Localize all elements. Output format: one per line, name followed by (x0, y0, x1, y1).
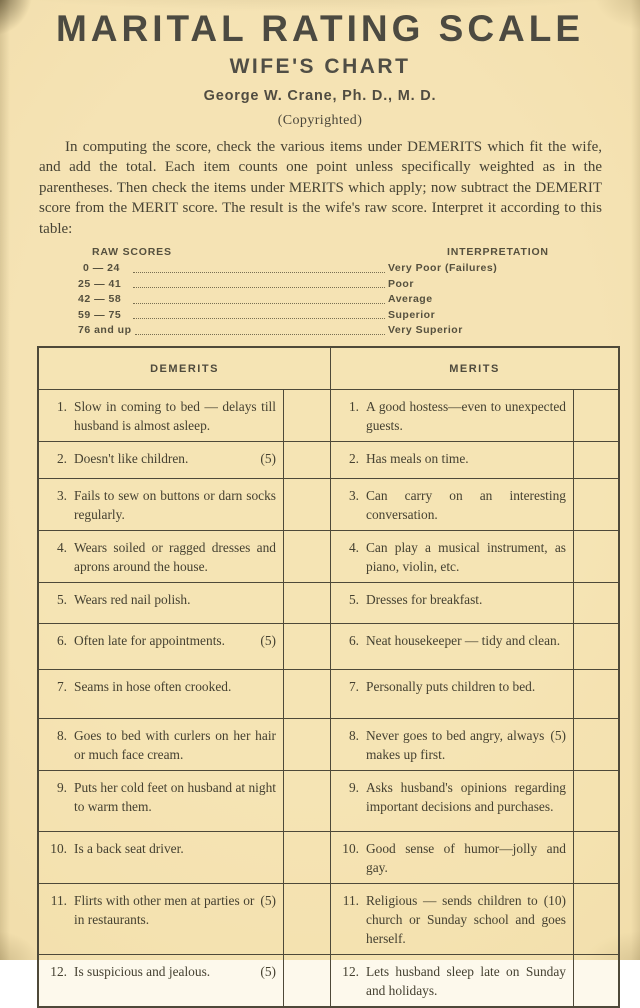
item-number: 2. (56, 450, 67, 466)
demerit-item-body: Wears red nail polish. (74, 591, 191, 607)
demerit-item-body: Puts her cold feet on husband at night to warm them. (74, 779, 276, 814)
rating-table-row (39, 831, 618, 883)
merit-score-box (573, 771, 618, 831)
score-row (78, 308, 500, 324)
demerit-item-text (74, 778, 276, 816)
merit-item-text (366, 962, 566, 1000)
item-number: 11. (50, 892, 67, 908)
item-number: 8. (348, 727, 359, 743)
point-value: (10) (543, 892, 566, 908)
merit-item-body: Religious — sends children to church or Sunday school and goes herself. (366, 892, 566, 946)
rating-table (37, 346, 620, 1008)
score-range: 25 — 41 (78, 277, 122, 290)
score-rows (0, 261, 640, 339)
item-number: 1. (56, 398, 67, 414)
demerit-item-text (74, 590, 276, 609)
demerit-item-body: Slow in coming to bed — delays till husband is almost asleep. (74, 398, 276, 433)
rating-table-row (39, 478, 618, 530)
demerit-item-cell (39, 390, 283, 441)
demerit-item-body: Wears soiled or ragged dresses and aprons around the house. (74, 539, 276, 574)
demerit-item-text (74, 397, 276, 435)
demerit-item-body: Doesn't like children. (74, 450, 189, 466)
item-number: 4. (56, 539, 67, 555)
demerit-score-box (283, 531, 330, 582)
merit-score-box (573, 624, 618, 669)
merit-score-box (573, 884, 618, 954)
score-row (78, 261, 500, 277)
demerit-score-box (283, 955, 330, 1006)
demerit-item-text (74, 538, 276, 576)
merit-item-cell (330, 624, 573, 669)
demerit-score-box (283, 832, 330, 883)
merit-score-box (573, 583, 618, 623)
dot-leader (133, 318, 385, 319)
point-value: (5) (260, 892, 276, 908)
point-value: (5) (260, 450, 276, 466)
rating-table-row (39, 718, 618, 770)
item-number: 9. (348, 779, 359, 795)
page-subtitle: WIFE'S CHART (229, 55, 411, 78)
demerit-item-cell (39, 442, 283, 478)
item-number: 11. (342, 892, 359, 908)
rating-table-row (39, 770, 618, 831)
merit-item-body: Has meals on time. (366, 450, 469, 466)
raw-scores-header: RAW SCORES (92, 246, 172, 258)
merit-item-cell (330, 771, 573, 831)
merit-item-text (366, 839, 566, 877)
intro-paragraph: In computing the score, check the various items under DEMERITS which fit the wife, and add the total. Each item counts one point unless specifically weighted as in the parentheses. Then check the items under MERITS which apply; now subtract the DEMERIT score from the MERIT score. The result is the wife's raw score. Interpret it according to this table: (39, 138, 602, 237)
demerits-column-header: DEMERITS (150, 362, 219, 375)
demerit-item-text (74, 839, 276, 858)
rating-table-header-row (39, 348, 618, 390)
merit-item-text (366, 397, 566, 435)
point-value: (5) (550, 727, 566, 743)
score-row (78, 292, 500, 308)
dot-leader (133, 287, 385, 288)
point-value: (5) (260, 632, 276, 648)
point-value: (5) (260, 963, 276, 979)
score-interpretation: Very Poor (Failures) (388, 262, 498, 274)
author-line: George W. Crane, Ph. D., M. D. (203, 88, 437, 104)
merit-item-text (366, 891, 566, 948)
demerit-item-cell (39, 479, 283, 530)
merit-score-box (573, 479, 618, 530)
merit-item-text (366, 486, 566, 524)
score-interpretation-block (0, 244, 640, 339)
score-range: 0 — 24 (83, 262, 120, 274)
merit-score-box (573, 531, 618, 582)
rating-table-row (39, 883, 618, 954)
demerit-item-cell (39, 884, 283, 954)
merit-item-body: A good hostess—even to unexpected guests. (366, 398, 566, 433)
item-number: 5. (348, 591, 359, 607)
merit-score-box (573, 719, 618, 770)
demerit-score-box (283, 670, 330, 718)
demerit-item-body: Flirts with other men at parties or in restaurants. (74, 892, 255, 927)
rating-table-row (39, 441, 618, 478)
demerit-item-body: Is a back seat driver. (74, 840, 184, 856)
rating-table-row (39, 582, 618, 623)
merit-item-cell (330, 832, 573, 883)
merit-score-box (573, 442, 618, 478)
merit-item-text (366, 538, 566, 576)
demerit-item-text (74, 962, 276, 981)
merit-score-box (573, 390, 618, 441)
merit-item-cell (330, 390, 573, 441)
demerit-item-text (74, 891, 276, 929)
item-number: 3. (56, 487, 67, 503)
demerit-item-text (74, 631, 276, 650)
item-number: 7. (56, 678, 67, 694)
dot-leader (135, 334, 385, 335)
demerit-score-box (283, 442, 330, 478)
demerit-item-cell (39, 670, 283, 718)
merit-item-text (366, 631, 566, 650)
merit-item-cell (330, 479, 573, 530)
item-number: 8. (56, 727, 67, 743)
demerit-item-body: Often late for appointments. (74, 632, 225, 648)
merit-score-box (573, 955, 618, 1006)
merit-score-box (573, 832, 618, 883)
rating-table-row (39, 954, 618, 1006)
rating-table-body (39, 390, 618, 1006)
merit-item-body: Never goes to bed angry, always makes up first. (366, 727, 545, 762)
score-interpretation: Superior (388, 308, 436, 321)
merit-item-text (366, 590, 566, 609)
rating-table-row (39, 669, 618, 718)
merit-item-text (366, 449, 566, 468)
score-table-headers (0, 244, 640, 261)
demerit-score-box (283, 771, 330, 831)
merits-column-header: MERITS (330, 348, 618, 389)
item-number: 7. (348, 678, 359, 694)
demerit-score-box (283, 719, 330, 770)
item-number: 4. (348, 539, 359, 555)
demerit-score-box (283, 479, 330, 530)
demerit-score-box (283, 583, 330, 623)
demerit-item-body: Fails to sew on buttons or darn socks regularly. (74, 487, 276, 522)
demerit-item-text (74, 449, 276, 468)
merit-item-body: Can carry on an interesting conversation. (366, 487, 566, 522)
merit-item-body: Personally puts children to bed. (366, 678, 536, 694)
merit-item-text (366, 778, 566, 816)
score-interpretation: Very Superior (388, 324, 463, 337)
rating-table-row (39, 623, 618, 669)
item-number: 6. (56, 632, 67, 648)
merit-item-body: Asks husband's opinions regarding important decisions and purchases. (366, 779, 566, 814)
merit-item-cell (330, 442, 573, 478)
merit-item-cell (330, 955, 573, 1006)
copyright-line: (Copyrighted) (277, 112, 363, 128)
item-number: 2. (348, 450, 359, 466)
item-number: 12. (50, 963, 67, 979)
demerit-item-body: Is suspicious and jealous. (74, 963, 211, 979)
rating-table-row (39, 390, 618, 441)
score-interpretation: Poor (388, 277, 414, 290)
demerit-item-text (74, 677, 276, 696)
demerit-item-text (74, 726, 276, 764)
merit-item-body: Can play a musical instrument, as piano, violin, etc. (366, 539, 566, 574)
item-number: 3. (348, 487, 359, 503)
merit-item-body: Neat housekeeper — tidy and clean. (366, 632, 561, 648)
merit-item-text (366, 726, 566, 764)
merit-item-cell (330, 670, 573, 718)
merit-item-text (366, 677, 566, 696)
score-row (78, 323, 500, 339)
demerit-item-body: Goes to bed with curlers on her hair or much face cream. (74, 727, 276, 762)
merit-score-box (573, 670, 618, 718)
merit-item-cell (330, 884, 573, 954)
merit-item-body: Good sense of humor—jolly and gay. (366, 840, 566, 875)
item-number: 9. (56, 779, 67, 795)
score-range: 76 and up (78, 324, 132, 337)
item-number: 1. (348, 398, 359, 414)
demerit-item-cell (39, 583, 283, 623)
demerit-item-cell (39, 531, 283, 582)
merit-item-cell (330, 719, 573, 770)
interpretation-header: INTERPRETATION (447, 246, 549, 258)
demerit-item-body: Seams in hose often crooked. (74, 678, 232, 694)
merit-item-cell (330, 583, 573, 623)
demerit-score-box (283, 390, 330, 441)
demerit-item-cell (39, 624, 283, 669)
item-number: 5. (56, 591, 67, 607)
demerit-item-text (74, 486, 276, 524)
item-number: 12. (342, 963, 359, 979)
score-range: 42 — 58 (78, 293, 122, 306)
score-range: 59 — 75 (78, 308, 122, 321)
item-number: 10. (50, 840, 67, 856)
demerit-item-cell (39, 771, 283, 831)
score-row (78, 277, 500, 293)
demerit-score-box (283, 884, 330, 954)
merit-item-body: Dresses for breakfast. (366, 591, 483, 607)
item-number: 6. (348, 632, 359, 648)
dot-leader (133, 303, 385, 304)
demerit-item-cell (39, 719, 283, 770)
demerit-item-cell (39, 955, 283, 1006)
merit-item-cell (330, 531, 573, 582)
demerit-item-cell (39, 832, 283, 883)
merit-item-body: Lets husband sleep late on Sunday and holidays. (366, 963, 566, 998)
demerit-score-box (283, 624, 330, 669)
item-number: 10. (342, 840, 359, 856)
rating-table-row (39, 530, 618, 582)
page-title: MARITAL RATING SCALE (55, 8, 585, 49)
dot-leader (133, 272, 385, 273)
score-interpretation: Average (388, 293, 433, 306)
